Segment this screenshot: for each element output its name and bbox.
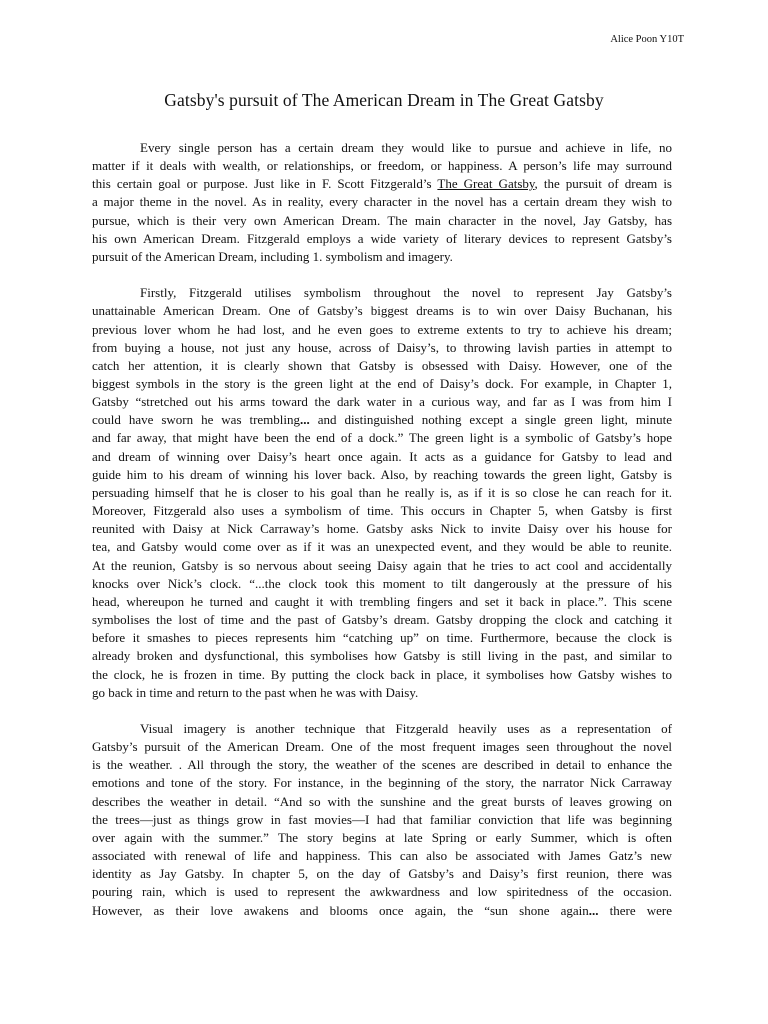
text-line: biggest symbols in the story is the green light at the end of Daisy’s dock. For example, in Chapter 1, bbox=[92, 376, 672, 392]
ellipsis-bold: ... bbox=[300, 412, 310, 428]
text-line: already broken and dysfunctional, this symbolises how Gatsby is still living in the past, and similar to bbox=[92, 648, 672, 664]
paragraph-2 bbox=[92, 284, 672, 702]
text-line: the clock, he is frozen in time. By putting the clock back in place, it symbolises how Gatsby wishes to bbox=[92, 666, 672, 682]
text-line: head, whereupon he turned and caught it with trembling fingers and set it back in place.”. This scene bbox=[92, 593, 672, 609]
text-line: a major theme in the novel. As in reality, every character in the novel has a certain dream they wish to bbox=[92, 194, 672, 210]
text-line: his own American Dream. Fitzgerald employs a wide variety of literary devices to represent Gatsby’s bbox=[92, 230, 672, 246]
text-line: persuading himself that he is closer to his goal than he really is, as if it is so close he can reach for it. bbox=[92, 484, 672, 500]
text-line: Gatsby’s pursuit of the American Dream. One of the most frequent images seen throughout the novel bbox=[92, 739, 672, 755]
text-line: from buying a house, not just any house, across of Daisy’s, to throwing lavish parties in attempt to bbox=[92, 339, 672, 355]
text-line: guide him to his dream of winning his lover back. Also, by reaching towards the green light, Gatsby is bbox=[92, 466, 672, 482]
text-line: identity as Jay Gatsby. In chapter 5, on the day of Gatsby’s and Daisy’s first reunion, there was bbox=[92, 866, 672, 882]
book-title-underlined: The Great Gatsby bbox=[437, 176, 535, 192]
text-line: pouring rain, which is used to represent the awkwardness and low spiritedness of the occasion. bbox=[92, 884, 672, 900]
text-line: tea, and Gatsby would come over as if it was an unexpected event, and they would be able to reunite. bbox=[92, 539, 672, 555]
text-line: go back in time and return to the past when he was with Daisy. bbox=[92, 684, 419, 700]
text-line: pursue, which is their very own American Dream. The main character in the novel, Jay Gatsby, has bbox=[92, 212, 672, 228]
text-line: the trees—just as things grow in fast movies—I had that familiar conviction that life was beginning bbox=[92, 811, 672, 827]
paragraph-3 bbox=[92, 720, 672, 920]
text-line: previous lover whom he had lost, and he even goes to extreme extents to try to achieve his dream; bbox=[92, 321, 672, 337]
text-line: emotions and tone of the story. For instance, in the beginning of the story, the narrator Nick Carraway bbox=[92, 775, 672, 791]
text-line: describes the weather in detail. “And so with the sunshine and the great bursts of leaves growing on bbox=[92, 793, 672, 809]
text-line: catch her attention, it is clearly shown that Gatsby is obsessed with Daisy. However, one of the bbox=[92, 357, 672, 373]
author-header: Alice Poon Y10T bbox=[610, 34, 684, 45]
document-body bbox=[92, 139, 672, 938]
text-line: However, as their love awakens and blooms once again, the “sun shone again... there were bbox=[92, 902, 672, 918]
document-title: Gatsby's pursuit of The American Dream in The Great Gatsby bbox=[164, 90, 604, 110]
text-line: Moreover, Fitzgerald also uses a symbolism of time. This occurs in Chapter 5, when Gatsby is first bbox=[92, 503, 672, 519]
paragraph-1 bbox=[92, 139, 672, 266]
text-line: At the reunion, Gatsby is so nervous about seeing Daisy again that he tries to act cool and accidentally bbox=[92, 557, 672, 573]
text-line: unattainable American Dream. One of Gatsby’s biggest dreams is to win over Daisy Buchanan, his bbox=[92, 303, 672, 319]
text-line: over again with the summer.” The story begins at late Spring or early Summer, which is often bbox=[92, 829, 672, 845]
text-line: Firstly, Fitzgerald utilises symbolism throughout the novel to represent Jay Gatsby’s bbox=[140, 285, 672, 301]
text-line: Visual imagery is another technique that Fitzgerald heavily uses as a representation of bbox=[140, 720, 672, 736]
text-line: Every single person has a certain dream they would like to pursue and achieve in life, no bbox=[140, 140, 672, 155]
text-line: could have sworn he was trembling... and distinguished nothing except a single green light, minute bbox=[92, 412, 672, 428]
ellipsis-bold: ... bbox=[588, 902, 599, 918]
text-line: Gatsby “stretched out his arms toward the dark water in a curious way, and far as I was from him I bbox=[92, 394, 672, 410]
text-line: matter if it deals with wealth, or relationships, or freedom, or happiness. A person’s life may surround bbox=[92, 158, 672, 174]
text-line: knocks over Nick’s clock. “...the clock took this moment to tilt dangerously at the pressure of his bbox=[92, 575, 672, 591]
text-line: reunited with Daisy at Nick Carraway’s home. Gatsby asks Nick to invite Daisy over his house for bbox=[92, 521, 672, 537]
text-line: and dream of winning over Daisy’s heart once again. It acts as a guidance for Gatsby to lead and bbox=[92, 448, 672, 464]
text-line: and far away, that might have been the end of a dock.” The green light is a symbolic of Gatsby’s hope bbox=[92, 430, 672, 446]
text-line: pursuit of the American Dream, including 1. symbolism and imagery. bbox=[92, 248, 453, 264]
text-line: before it smashes to pieces represents him “catching up” on time. Furthermore, because the clock is bbox=[92, 630, 672, 646]
text-line: this certain goal or purpose. Just like in F. Scott Fitzgerald’s The Great Gatsby, the pursuit of dream is bbox=[92, 176, 672, 192]
text-line: symbolises the lost of time and the past of Gatsby’s dream. Gatsby dropping the clock and catching it bbox=[92, 612, 672, 628]
text-line: is the weather. . All through the story, the weather of the scenes are described in detail to enhance the bbox=[92, 757, 672, 773]
text-line: associated with renewal of life and happiness. This can also be associated with James Gatz’s new bbox=[92, 848, 672, 864]
